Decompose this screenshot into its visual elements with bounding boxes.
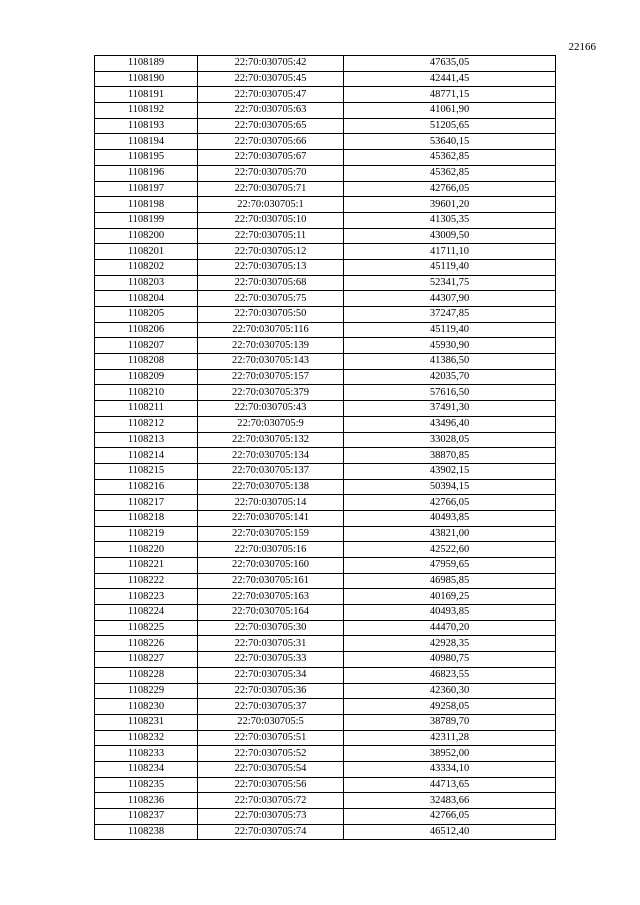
table-row — [95, 683, 556, 699]
cadastral-number-cell: 22:70:030705:157 — [198, 369, 344, 385]
cadastral-value-cell: 44307,90 — [344, 291, 556, 307]
table-row — [95, 87, 556, 103]
table-row — [95, 448, 556, 464]
cadastral-number-cell: 22:70:030705:116 — [198, 322, 344, 338]
cadastral-value-cell: 42522,60 — [344, 542, 556, 558]
cadastral-value-cell: 48771,15 — [344, 87, 556, 103]
cadastral-value-cell: 42035,70 — [344, 369, 556, 385]
table-row — [95, 620, 556, 636]
table-row — [95, 479, 556, 495]
row-number-cell: 1108204 — [95, 291, 198, 307]
row-number-cell: 1108232 — [95, 730, 198, 746]
cadastral-value-cell: 41386,50 — [344, 354, 556, 370]
cadastral-value-cell: 43334,10 — [344, 761, 556, 777]
table-row — [95, 589, 556, 605]
row-number-cell: 1108207 — [95, 338, 198, 354]
row-number-cell: 1108227 — [95, 652, 198, 668]
cadastral-value-cell: 45930,90 — [344, 338, 556, 354]
cadastral-value-cell: 47635,05 — [344, 56, 556, 72]
row-number-cell: 1108208 — [95, 354, 198, 370]
row-number-cell: 1108203 — [95, 275, 198, 291]
cadastral-value-cell: 38870,85 — [344, 448, 556, 464]
row-number-cell: 1108212 — [95, 416, 198, 432]
cadastral-number-cell: 22:70:030705:30 — [198, 620, 344, 636]
table-row — [95, 542, 556, 558]
row-number-cell: 1108195 — [95, 150, 198, 166]
row-number-cell: 1108220 — [95, 542, 198, 558]
row-number-cell: 1108222 — [95, 573, 198, 589]
cadastral-value-cell: 38952,00 — [344, 746, 556, 762]
row-number-cell: 1108233 — [95, 746, 198, 762]
table-row — [95, 510, 556, 526]
cadastral-value-cell: 38789,70 — [344, 714, 556, 730]
table-row — [95, 573, 556, 589]
table-row — [95, 652, 556, 668]
cadastral-value-cell: 52341,75 — [344, 275, 556, 291]
row-number-cell: 1108225 — [95, 620, 198, 636]
table-row — [95, 56, 556, 72]
table-row — [95, 605, 556, 621]
cadastral-number-cell: 22:70:030705:68 — [198, 275, 344, 291]
cadastral-number-cell: 22:70:030705:14 — [198, 495, 344, 511]
cadastral-number-cell: 22:70:030705:139 — [198, 338, 344, 354]
cadastral-number-cell: 22:70:030705:70 — [198, 165, 344, 181]
cadastral-number-cell: 22:70:030705:5 — [198, 714, 344, 730]
table-row — [95, 777, 556, 793]
cadastral-number-cell: 22:70:030705:65 — [198, 118, 344, 134]
cadastral-number-cell: 22:70:030705:159 — [198, 526, 344, 542]
cadastral-number-cell: 22:70:030705:143 — [198, 354, 344, 370]
cadastral-value-cell: 50394,15 — [344, 479, 556, 495]
row-number-cell: 1108193 — [95, 118, 198, 134]
cadastral-value-cell: 39601,20 — [344, 197, 556, 213]
row-number-cell: 1108211 — [95, 401, 198, 417]
cadastral-number-cell: 22:70:030705:36 — [198, 683, 344, 699]
row-number-cell: 1108202 — [95, 259, 198, 275]
cadastral-value-cell: 45119,40 — [344, 322, 556, 338]
cadastral-number-cell: 22:70:030705:31 — [198, 636, 344, 652]
cadastral-number-cell: 22:70:030705:137 — [198, 463, 344, 479]
cadastral-value-cell: 42928,35 — [344, 636, 556, 652]
cadastral-number-cell: 22:70:030705:164 — [198, 605, 344, 621]
cadastral-value-cell: 32483,66 — [344, 793, 556, 809]
table-row — [95, 244, 556, 260]
cadastral-value-cell: 43821,00 — [344, 526, 556, 542]
cadastral-number-cell: 22:70:030705:11 — [198, 228, 344, 244]
row-number-cell: 1108189 — [95, 56, 198, 72]
cadastral-number-cell: 22:70:030705:74 — [198, 824, 344, 840]
table-row — [95, 385, 556, 401]
table-row — [95, 150, 556, 166]
cadastral-value-cell: 45362,85 — [344, 165, 556, 181]
table-row — [95, 730, 556, 746]
table-row — [95, 401, 556, 417]
cadastral-value-cell: 40980,75 — [344, 652, 556, 668]
row-number-cell: 1108191 — [95, 87, 198, 103]
cadastral-number-cell: 22:70:030705:12 — [198, 244, 344, 260]
table-row — [95, 71, 556, 87]
table-row — [95, 746, 556, 762]
cadastral-value-cell: 47959,65 — [344, 558, 556, 574]
cadastral-value-cell: 53640,15 — [344, 134, 556, 150]
cadastral-number-cell: 22:70:030705:10 — [198, 212, 344, 228]
table-row — [95, 761, 556, 777]
row-number-cell: 1108200 — [95, 228, 198, 244]
table-row — [95, 558, 556, 574]
table-row — [95, 824, 556, 840]
cadastral-value-cell: 42766,05 — [344, 809, 556, 825]
table-row — [95, 259, 556, 275]
cadastral-value-cell: 57616,50 — [344, 385, 556, 401]
cadastral-value-cell: 42766,05 — [344, 181, 556, 197]
cadastral-number-cell: 22:70:030705:45 — [198, 71, 344, 87]
cadastral-value-cell: 41711,10 — [344, 244, 556, 260]
row-number-cell: 1108196 — [95, 165, 198, 181]
table-row — [95, 228, 556, 244]
row-number-cell: 1108197 — [95, 181, 198, 197]
cadastral-number-cell: 22:70:030705:43 — [198, 401, 344, 417]
cadastral-number-cell: 22:70:030705:1 — [198, 197, 344, 213]
cadastral-value-cell: 46512,40 — [344, 824, 556, 840]
table-row — [95, 416, 556, 432]
cadastral-value-cell: 40493,85 — [344, 605, 556, 621]
cadastral-number-cell: 22:70:030705:47 — [198, 87, 344, 103]
row-number-cell: 1108235 — [95, 777, 198, 793]
row-number-cell: 1108210 — [95, 385, 198, 401]
row-number-cell: 1108217 — [95, 495, 198, 511]
row-number-cell: 1108213 — [95, 432, 198, 448]
table-row — [95, 432, 556, 448]
table-row — [95, 338, 556, 354]
cadastral-number-cell: 22:70:030705:16 — [198, 542, 344, 558]
cadastral-number-cell: 22:70:030705:13 — [198, 259, 344, 275]
cadastral-number-cell: 22:70:030705:52 — [198, 746, 344, 762]
cadastral-value-cell: 33028,05 — [344, 432, 556, 448]
table-row — [95, 495, 556, 511]
cadastral-value-cell: 41061,90 — [344, 103, 556, 119]
cadastral-number-cell: 22:70:030705:160 — [198, 558, 344, 574]
row-number-cell: 1108218 — [95, 510, 198, 526]
cadastral-number-cell: 22:70:030705:379 — [198, 385, 344, 401]
row-number-cell: 1108192 — [95, 103, 198, 119]
table-row — [95, 369, 556, 385]
row-number-cell: 1108198 — [95, 197, 198, 213]
cadastral-number-cell: 22:70:030705:66 — [198, 134, 344, 150]
table-row — [95, 793, 556, 809]
table-row — [95, 165, 556, 181]
table-row — [95, 118, 556, 134]
table-row — [95, 636, 556, 652]
cadastral-number-cell: 22:70:030705:132 — [198, 432, 344, 448]
table-row — [95, 197, 556, 213]
cadastral-number-cell: 22:70:030705:50 — [198, 307, 344, 323]
table-row — [95, 463, 556, 479]
cadastral-number-cell: 22:70:030705:141 — [198, 510, 344, 526]
cadastral-number-cell: 22:70:030705:161 — [198, 573, 344, 589]
cadastral-number-cell: 22:70:030705:63 — [198, 103, 344, 119]
cadastral-number-cell: 22:70:030705:56 — [198, 777, 344, 793]
cadastral-value-cell: 41305,35 — [344, 212, 556, 228]
cadastral-number-cell: 22:70:030705:71 — [198, 181, 344, 197]
cadastral-number-cell: 22:70:030705:42 — [198, 56, 344, 72]
cadastral-value-cell: 49258,05 — [344, 699, 556, 715]
row-number-cell: 1108226 — [95, 636, 198, 652]
cadastral-number-cell: 22:70:030705:54 — [198, 761, 344, 777]
table-row — [95, 667, 556, 683]
row-number-cell: 1108229 — [95, 683, 198, 699]
cadastral-value-cell: 44470,20 — [344, 620, 556, 636]
cadastral-value-cell: 51205,65 — [344, 118, 556, 134]
row-number-cell: 1108201 — [95, 244, 198, 260]
row-number-cell: 1108237 — [95, 809, 198, 825]
row-number-cell: 1108223 — [95, 589, 198, 605]
row-number-cell: 1108209 — [95, 369, 198, 385]
cadastral-value-table — [94, 55, 556, 840]
cadastral-value-cell: 46985,85 — [344, 573, 556, 589]
cadastral-value-cell: 46823,55 — [344, 667, 556, 683]
row-number-cell: 1108215 — [95, 463, 198, 479]
cadastral-number-cell: 22:70:030705:34 — [198, 667, 344, 683]
row-number-cell: 1108236 — [95, 793, 198, 809]
row-number-cell: 1108214 — [95, 448, 198, 464]
table-row — [95, 714, 556, 730]
cadastral-value-cell: 42360,30 — [344, 683, 556, 699]
cadastral-number-cell: 22:70:030705:33 — [198, 652, 344, 668]
row-number-cell: 1108238 — [95, 824, 198, 840]
row-number-cell: 1108205 — [95, 307, 198, 323]
row-number-cell: 1108199 — [95, 212, 198, 228]
cadastral-value-cell: 45362,85 — [344, 150, 556, 166]
cadastral-value-cell: 43009,50 — [344, 228, 556, 244]
cadastral-value-cell: 42441,45 — [344, 71, 556, 87]
table-row — [95, 307, 556, 323]
table-row — [95, 103, 556, 119]
cadastral-value-cell: 40493,85 — [344, 510, 556, 526]
table-row — [95, 212, 556, 228]
row-number-cell: 1108190 — [95, 71, 198, 87]
table-row — [95, 526, 556, 542]
cadastral-value-cell: 42311,28 — [344, 730, 556, 746]
cadastral-value-cell: 43902,15 — [344, 463, 556, 479]
cadastral-value-cell: 42766,05 — [344, 495, 556, 511]
cadastral-number-cell: 22:70:030705:9 — [198, 416, 344, 432]
cadastral-number-cell: 22:70:030705:37 — [198, 699, 344, 715]
row-number-cell: 1108206 — [95, 322, 198, 338]
cadastral-number-cell: 22:70:030705:51 — [198, 730, 344, 746]
table-row — [95, 134, 556, 150]
cadastral-number-cell: 22:70:030705:73 — [198, 809, 344, 825]
table-row — [95, 322, 556, 338]
cadastral-value-cell: 45119,40 — [344, 259, 556, 275]
row-number-cell: 1108216 — [95, 479, 198, 495]
table-row — [95, 809, 556, 825]
table-row — [95, 699, 556, 715]
row-number-cell: 1108228 — [95, 667, 198, 683]
cadastral-number-cell: 22:70:030705:67 — [198, 150, 344, 166]
cadastral-number-cell: 22:70:030705:134 — [198, 448, 344, 464]
table-row — [95, 181, 556, 197]
cadastral-number-cell: 22:70:030705:163 — [198, 589, 344, 605]
row-number-cell: 1108230 — [95, 699, 198, 715]
row-number-cell: 1108219 — [95, 526, 198, 542]
row-number-cell: 1108194 — [95, 134, 198, 150]
row-number-cell: 1108221 — [95, 558, 198, 574]
cadastral-number-cell: 22:70:030705:75 — [198, 291, 344, 307]
cadastral-value-cell: 40169,25 — [344, 589, 556, 605]
table-row — [95, 291, 556, 307]
table-row — [95, 275, 556, 291]
cadastral-value-cell: 37491,30 — [344, 401, 556, 417]
row-number-cell: 1108224 — [95, 605, 198, 621]
cadastral-value-cell: 44713,65 — [344, 777, 556, 793]
page-number: 22166 — [568, 41, 596, 53]
row-number-cell: 1108234 — [95, 761, 198, 777]
cadastral-number-cell: 22:70:030705:72 — [198, 793, 344, 809]
cadastral-number-cell: 22:70:030705:138 — [198, 479, 344, 495]
table-row — [95, 354, 556, 370]
cadastral-value-cell: 37247,85 — [344, 307, 556, 323]
table-body — [95, 56, 556, 840]
row-number-cell: 1108231 — [95, 714, 198, 730]
cadastral-value-cell: 43496,40 — [344, 416, 556, 432]
